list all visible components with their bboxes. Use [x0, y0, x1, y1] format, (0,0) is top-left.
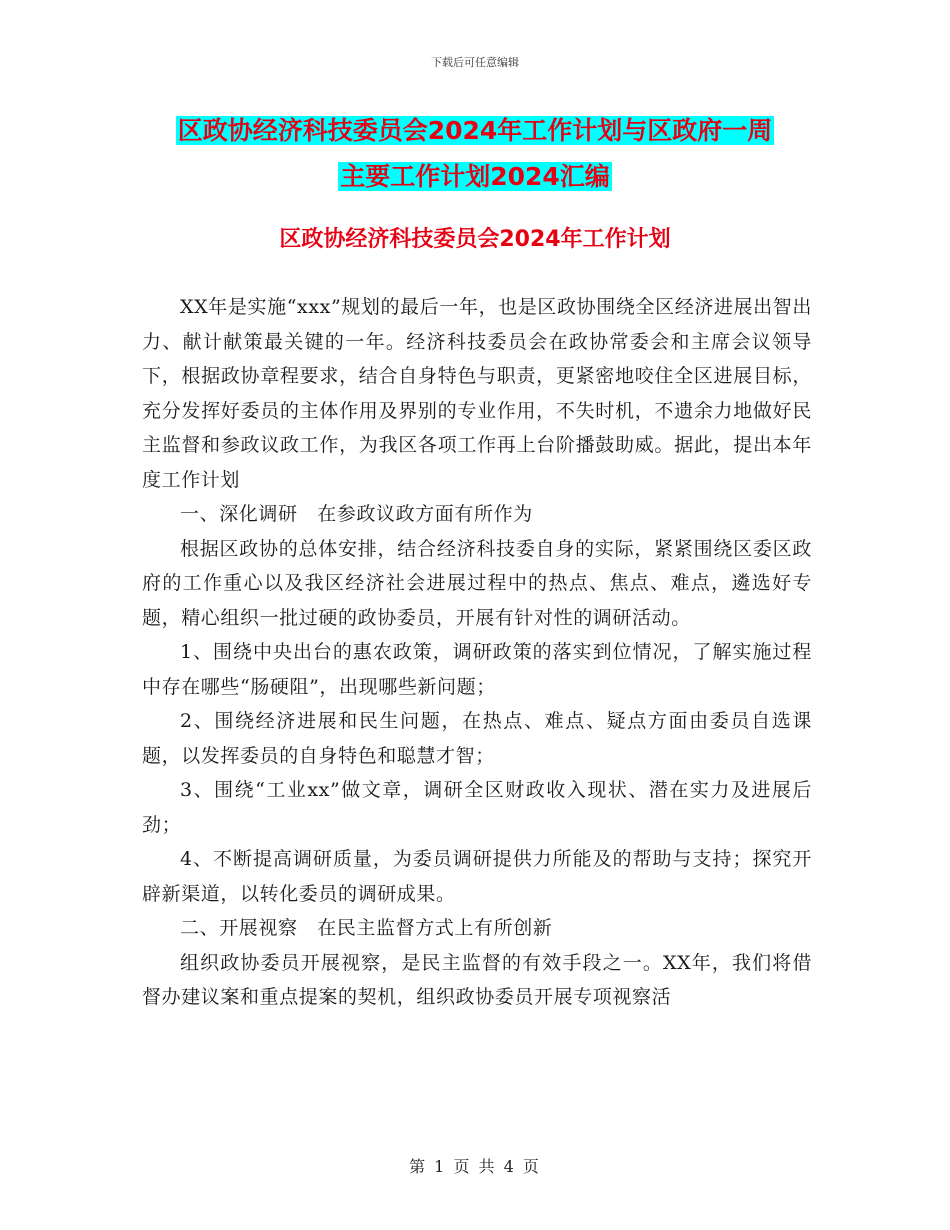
paragraph: 组织政协委员开展视察，是民主监督的有效手段之一。XX年，我们将借督办建议案和重点提案的契机，组织政协委员开展专项视察活	[142, 951, 812, 1008]
list-item: 4、不断提高调研质量，为委员调研提供力所能及的帮助与支持；探究开辟新渠道，以转化委员的调研成果。	[142, 848, 812, 905]
section-heading: 一、深化调研 在参政议政方面有所作为	[180, 503, 533, 525]
list-item: 3、围绕“工业xx”做文章，调研全区财政收入现状、潜在实力及进展后劲；	[142, 779, 812, 836]
header-note: 下载后可任意编辑	[431, 56, 519, 69]
section-heading: 二、开展视察 在民主监督方式上有所创新	[180, 917, 553, 939]
section-title: 区政协经济科技委员会2024年工作计划	[279, 227, 671, 252]
document-body	[142, 290, 812, 1015]
title-line-1: 区政协经济科技委员会2024年工作计划与区政府一周	[177, 116, 773, 145]
page-footer: 第 1 页 共 4 页	[409, 1157, 541, 1176]
paragraph: 根据区政协的总体安排，结合经济科技委自身的实际，紧紧围绕区委区政府的工作重心以及我区经济社会进展过程中的热点、焦点、难点，遴选好专题，精心组织一批过硬的政协委员，开展有针对性的调研活动。	[142, 537, 812, 629]
paragraph: XX年是实施“xxx”规划的最后一年，也是区政协围绕全区经济进展出智出力、献计献策最关键的一年。经济科技委员会在政协常委会和主席会议领导下，根据政协章程要求，结合自身特色与职责，更紧密地咬住全区进展目标，充分发挥好委员的主体作用及界别的专业作用，不失时机，不遗余力地做好民主监督和参政议政工作，为我区各项工作再上台阶播鼓助威。据此，提出本年度工作计划	[142, 296, 812, 491]
list-item: 2、围绕经济进展和民生问题，在热点、难点、疑点方面由委员自选课题，以发挥委员的自身特色和聪慧才智；	[142, 710, 812, 767]
list-item: 1、围绕中央出台的惠农政策，调研政策的落实到位情况，了解实施过程中存在哪些“肠硬阻”，出现哪些新问题；	[142, 641, 812, 698]
document-title	[140, 108, 810, 200]
title-line-2: 主要工作计划2024汇编	[340, 162, 610, 191]
